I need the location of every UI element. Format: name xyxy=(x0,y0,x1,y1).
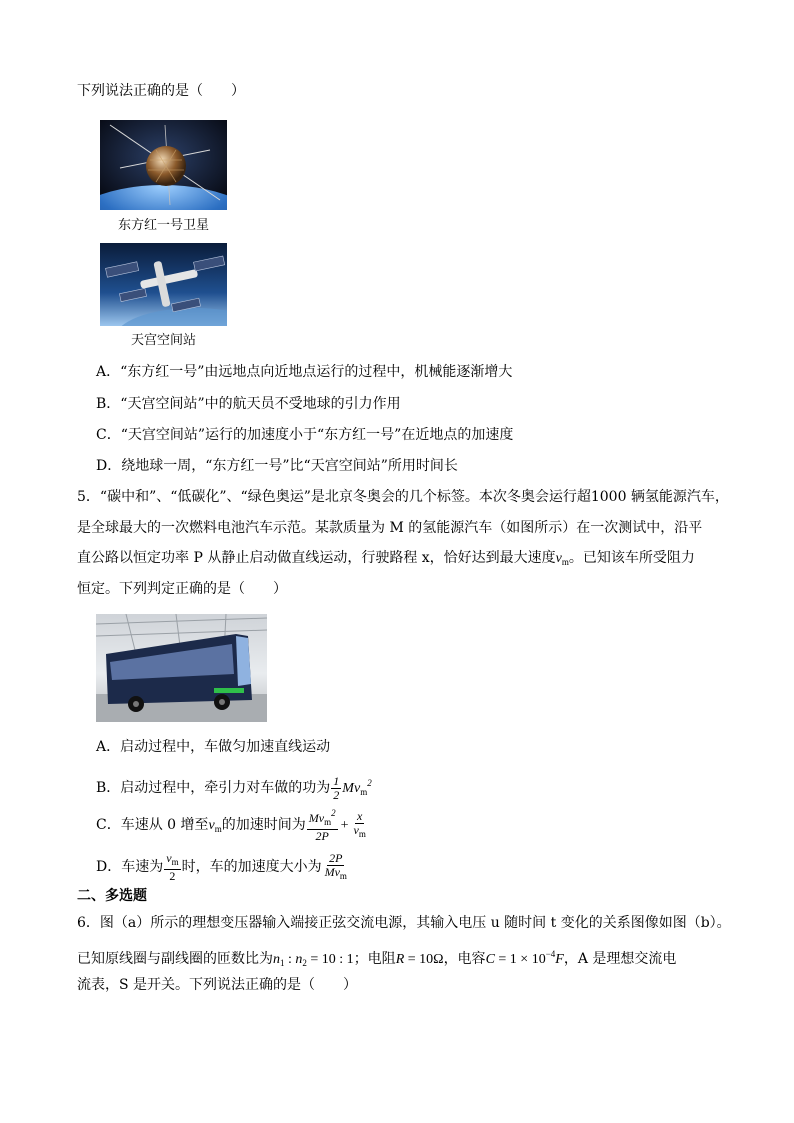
fraction-vm-over-2: $\frac{v_m}{2}$ xyxy=(166,850,179,883)
q4-option-a: A．“东方红一号”由远地点向近地点运行的过程中，机械能逐渐增大 xyxy=(96,364,513,380)
q6-stem-line3: 流表，S 是开关。下列说法正确的是（ ） xyxy=(77,977,358,993)
q4-stem: 下列说法正确的是（ ） xyxy=(77,83,245,99)
resistance-value: R = 10Ω xyxy=(395,952,444,967)
tiangong-station-image xyxy=(100,243,227,326)
fraction-x-over-vm: $\frac{x}{v_m}$ xyxy=(353,808,366,839)
q5-option-a: A．启动过程中，车做匀加速直线运动 xyxy=(96,739,331,755)
section-multiple-choice-title: 二、多选题 xyxy=(77,888,147,904)
q5-option-d: D．车速为 $\frac{v_m}{2}$ 时，车的加速度大小为 $\frac{2P}{Mv_m}$ xyxy=(96,850,347,883)
turns-ratio: $n_1$ : $n_2 = 10$ : 1 xyxy=(273,952,354,968)
vm-symbol: $v_m$ xyxy=(555,551,569,567)
fraction-mv2-over-2p: $\frac{Mv_m^2}{2P}$ xyxy=(308,808,336,843)
q5-stem-line3: 直公路以恒定功率 P 从静止启动做直线运动，行驶路程 x，恰好达到最大速度$v_m$。已知该车所受阻力 xyxy=(77,550,695,567)
satellite-photo xyxy=(100,120,227,210)
fraction-half: $\frac{1}{2}$ xyxy=(333,773,340,802)
q5-option-c: C．车速从 0 增至$v_m$的加速时间为 $\frac{Mv_m^2}{2P}$ + $\frac{x}{v_m}$ xyxy=(96,808,366,843)
q4-option-c: C．“天宫空间站”运行的加速度小于“东方红一号”在近地点的加速度 xyxy=(96,427,514,443)
q5-stem-line2: 是全球最大的一次燃料电池汽车示范。某款质量为 M 的氢能源汽车（如图所示）在一次测试中，沿平 xyxy=(77,520,703,536)
space-station-photo xyxy=(100,243,227,326)
capacitance-value: $C = 1 \times 10^{-4}F$ xyxy=(485,949,564,967)
q4-option-b: B．“天宫空间站”中的航天员不受地球的引力作用 xyxy=(96,396,401,412)
q5-stem-line4: 恒定。下列判定正确的是（ ） xyxy=(77,581,287,597)
q5-option-b: B．启动过程中，牵引力对车做的功为 $\frac{1}{2}$ $Mv_m^2$ xyxy=(96,773,372,802)
hydrogen-bus-image xyxy=(96,614,267,722)
satellite-caption: 东方红一号卫星 xyxy=(117,218,209,233)
bus-photo xyxy=(96,614,267,722)
q5-stem-line1: 5．“碳中和”、“低碳化”、“绿色奥运”是北京冬奥会的几个标签。本次冬奥会运行超1000 辆氢能源汽车， xyxy=(77,489,729,505)
dongfanghong-satellite-image xyxy=(100,120,227,210)
q4-option-d: D．绕地球一周，“东方红一号”比“天宫空间站”所用时间长 xyxy=(96,458,458,474)
space-station-caption: 天宫空间站 xyxy=(130,333,196,348)
q6-stem-line2: 已知原线圈与副线圈的匝数比为$n_1$ : $n_2 = 10$ : 1；电阻R = 10Ω，电容$C = 1 \times 10^{-4}F$，A 是理想交流电 xyxy=(77,949,677,968)
work-expression: $Mv_m^2$ xyxy=(342,778,372,797)
fraction-2p-over-mvm: $\frac{2P}{Mv_m}$ xyxy=(324,850,347,881)
q6-stem-line1: 6．图（a）所示的理想变压器输入端接正弦交流电源，其输入电压 u 随时间 t 变化的关系图像如图（b）。 xyxy=(77,915,731,931)
